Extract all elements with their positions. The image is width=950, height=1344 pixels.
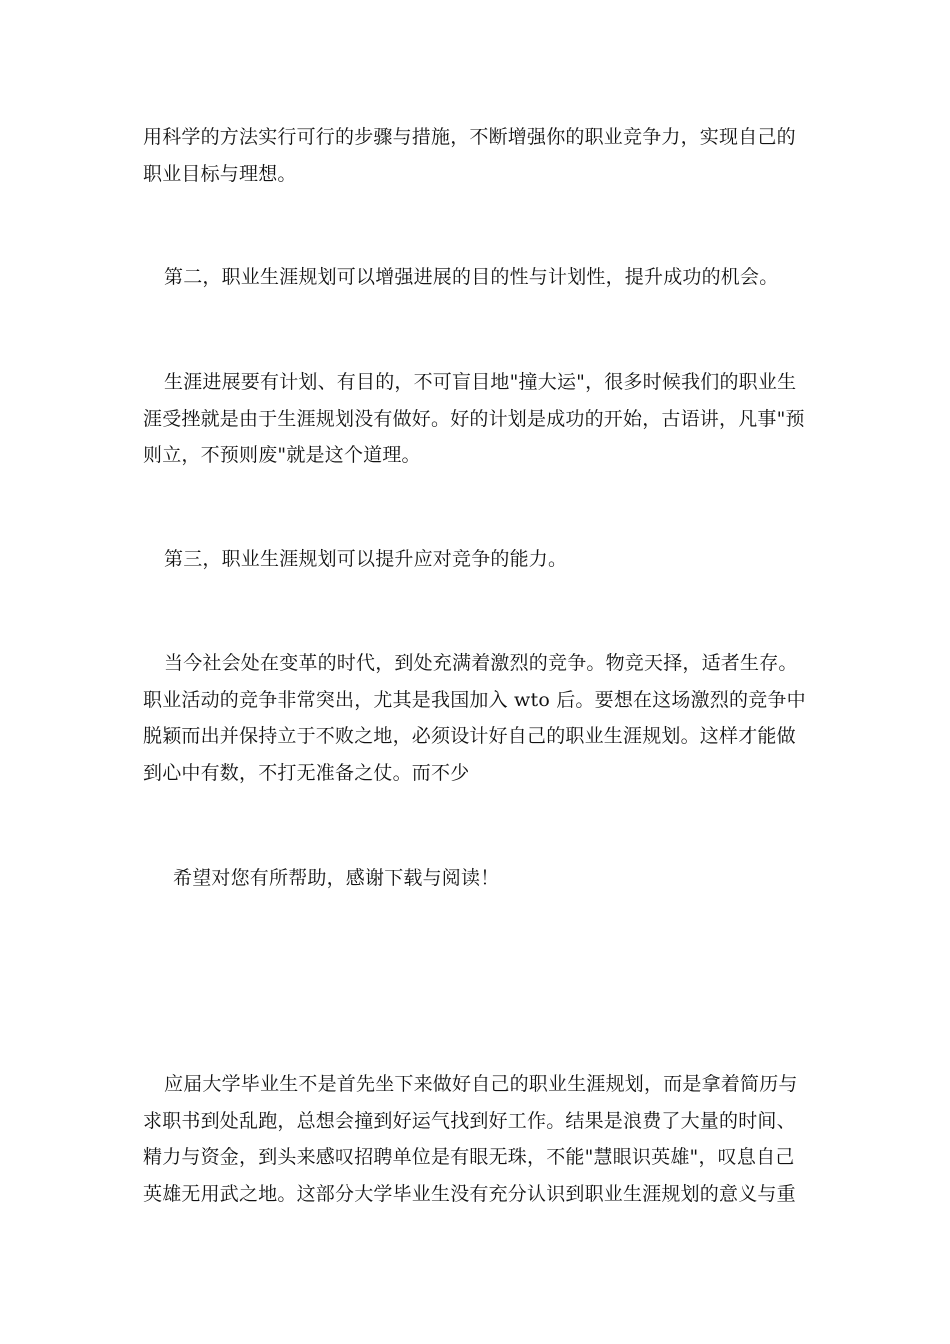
paragraph-1	[143, 119, 808, 192]
paragraph-line: 职业目标与理想。	[143, 162, 297, 185]
paragraph-3	[143, 364, 808, 474]
paragraph-line: 用科学的方法实行可行的步骤与措施，不断增强你的职业竞争力，实现自己的	[143, 126, 796, 148]
paragraph-2-heading	[143, 259, 808, 296]
paragraph-line: 生涯进展要有计划、有目的，不可盲目地"撞大运"，很多时候我们的职业生	[164, 371, 797, 393]
paragraph-line: 涯受挫就是由于生涯规划没有做好。好的计划是成功的开始，古语讲，凡事"预	[143, 407, 805, 430]
paragraph-line: 精力与资金，到头来感叹招聘单位是有眼无珠，不能"慧眼识英雄"，叹息自己	[143, 1146, 795, 1168]
paragraph-line: 当今社会处在变革的时代，到处充满着激烈的竞争。物竞天择，适者生存。	[164, 652, 798, 674]
paragraph-line: 到心中有数，不打无准备之仗。而不少	[143, 761, 470, 784]
paragraph-line: 职业活动的竞争非常突出，尤其是我国加入 wto 后。要想在这场激烈的竞争中	[143, 688, 806, 711]
paragraph-line: 第二，职业生涯规划可以增强进展的目的性与计划性，提升成功的机会。	[164, 266, 779, 288]
paragraph-line: 英雄无用武之地。这部分大学毕业生没有充分认识到职业生涯规划的意义与重	[143, 1182, 796, 1205]
paragraph-line: 应届大学毕业生不是首先坐下来做好自己的职业生涯规划，而是拿着简历与	[164, 1073, 798, 1095]
paragraph-5	[143, 645, 808, 791]
paragraph-4-heading	[143, 541, 808, 578]
closing-note	[173, 860, 838, 897]
paragraph-7	[143, 1066, 808, 1212]
paragraph-line: 希望对您有所帮助，感谢下载与阅读！	[173, 867, 500, 889]
paragraph-line: 求职书到处乱跑，总想会撞到好运气找到好工作。结果是浪费了大量的时间、	[143, 1109, 796, 1132]
paragraph-line: 第三，职业生涯规划可以提升应对竞争的能力。	[164, 548, 568, 570]
paragraph-line: 脱颖而出并保持立于不败之地，必须设计好自己的职业生涯规划。这样才能做	[143, 725, 796, 747]
paragraph-line: 则立，不预则废"就是这个道理。	[143, 444, 421, 466]
